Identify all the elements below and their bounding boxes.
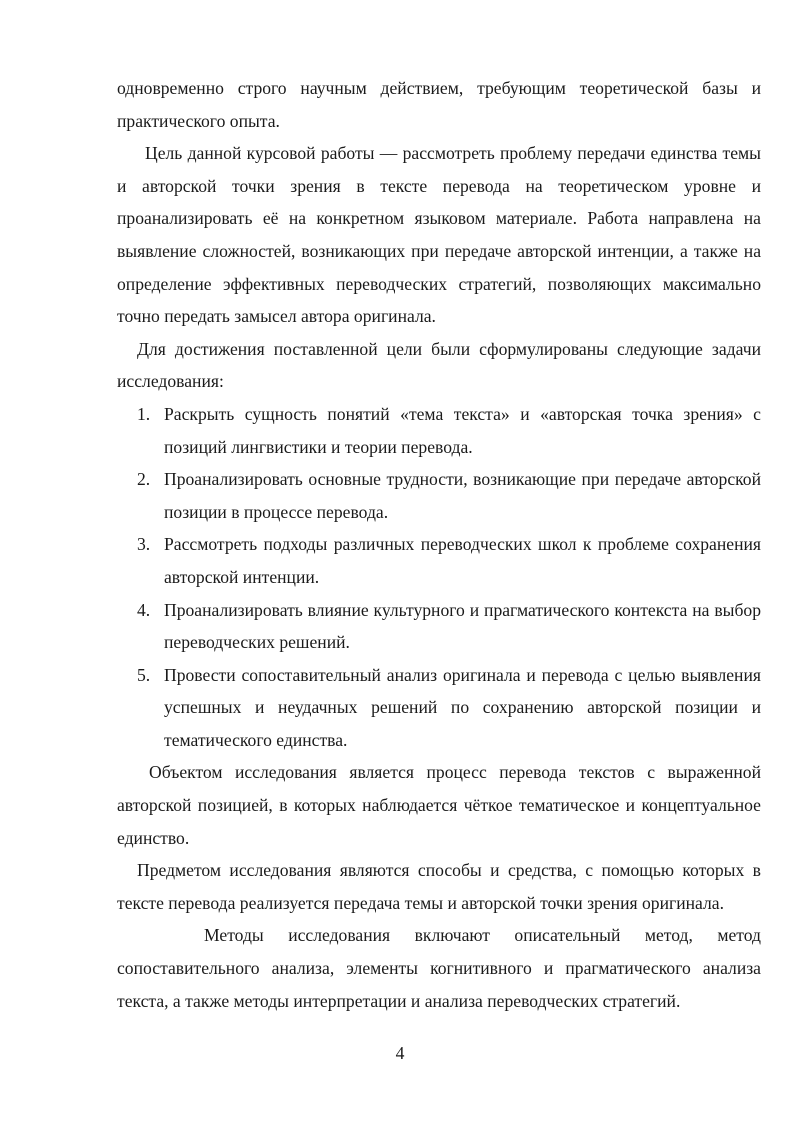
paragraph-methods: Методы исследования включают описательный метод, метод сопоставительного анализа, элементы когнитивного и прагматического анализа текста, а также методы интерпретации и анализа переводческих стратегий.: [117, 925, 761, 1011]
list-item-text: Проанализировать влияние культурного и прагматического контекста на выбор переводческих решений.: [164, 599, 761, 653]
paragraph-goal: Цель данной курсовой работы — рассмотреть проблему передачи единства темы и авторской точки зрения в тексте перевода на теоретическом уровне и проанализировать её на конкретном языковом материале. Работа направлена на выявление сложностей, возникающих при передаче авторской интенции, а также на определение эффективных переводческих стратегий, позволяющих максимально точно передать замысел автора оригинала.: [117, 143, 761, 327]
list-item: [117, 659, 761, 757]
list-item-text: Провести сопоставительный анализ оригинала и перевода с целью выявления успешных и неудачных решений по сохранению авторской позиции и тематического единства.: [164, 664, 761, 750]
paragraph-object: Объектом исследования является процесс перевода текстов с выраженной авторской позицией, в которых наблюдается чёткое тематическое и концептуальное единство.: [117, 762, 761, 848]
list-item: [117, 528, 761, 593]
list-item: [117, 594, 761, 659]
list-item-text: Раскрыть сущность понятий «тема текста» и «авторская точка зрения» с позиций лингвистики и теории перевода.: [164, 403, 761, 457]
list-item: [117, 463, 761, 528]
list-item-number: 4.: [137, 599, 151, 620]
paragraph-continuation: одновременно строго научным действием, требующим теоретической базы и практического опыта.: [117, 78, 761, 131]
paragraph-subject: Предметом исследования являются способы и средства, с помощью которых в тексте перевода реализуется передача темы и авторской точки зрения оригинала.: [117, 860, 761, 913]
task-list: [117, 398, 761, 757]
list-item-text: Рассмотреть подходы различных переводческих школ к проблеме сохранения авторской интенции.: [164, 534, 761, 587]
list-item: [117, 398, 761, 463]
body-text: [117, 72, 761, 1017]
list-item-number: 5.: [137, 664, 151, 685]
list-item-number: 1.: [137, 403, 151, 424]
paragraph-tasks-intro: Для достижения поставленной цели были сформулированы следующие задачи исследования:: [117, 338, 761, 392]
list-item-text: Проанализировать основные трудности, возникающие при передаче авторской позиции в процессе перевода.: [164, 469, 761, 522]
list-item-number: 3.: [137, 534, 151, 555]
page-number: 4: [395, 1043, 405, 1063]
list-item-number: 2.: [137, 469, 151, 490]
